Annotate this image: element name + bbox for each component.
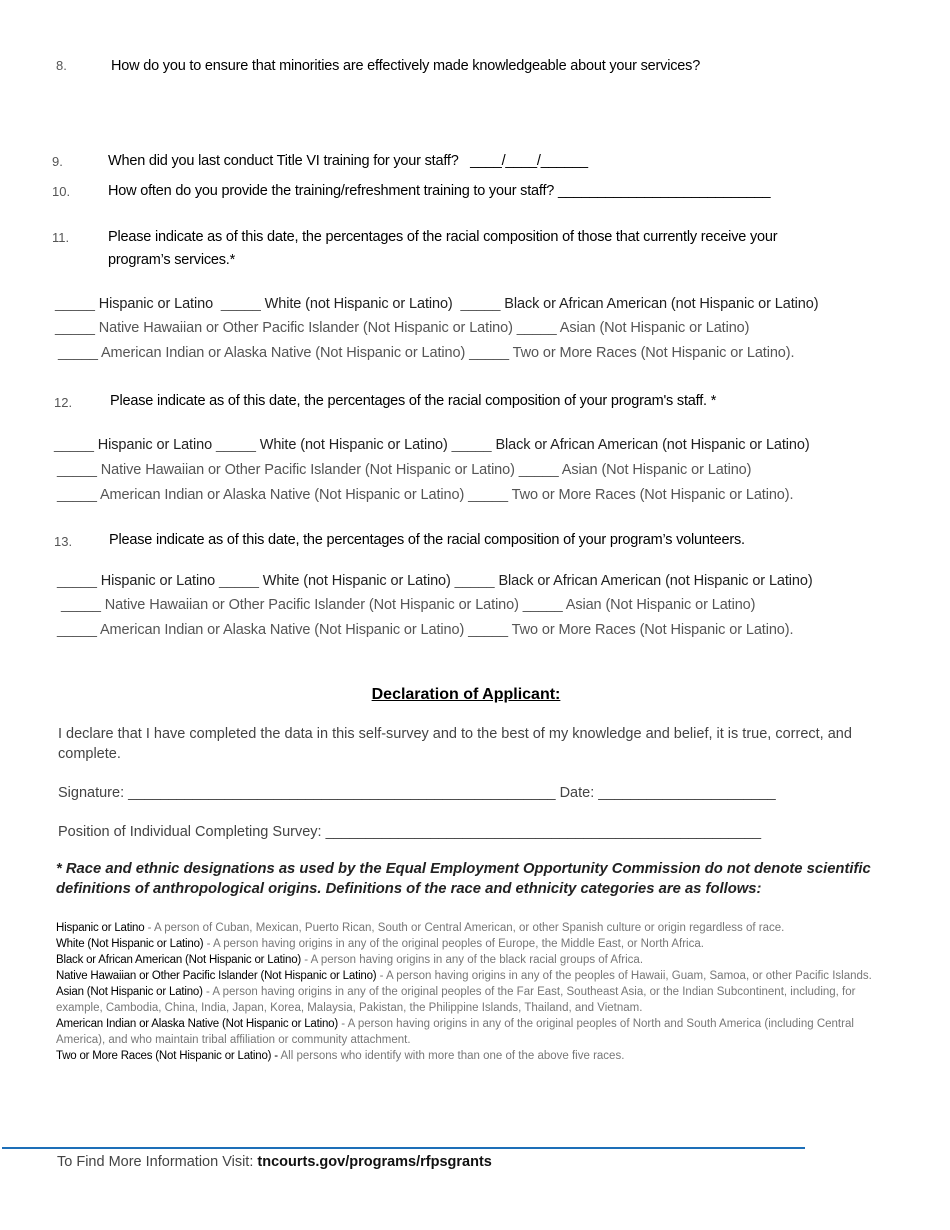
signature-label: Signature: xyxy=(58,785,125,801)
q13-text: Please indicate as of this date, the percentages of the racial composition of your program’s volunteers. xyxy=(109,532,745,548)
date-label: Date: xyxy=(559,785,595,801)
definition-hawaiian: Native Hawaiian or Other Pacific Islander (Not Hispanic or Latino) - A person having origins in any of the peoples of Hawaii, Guam, Samoa, or other Pacific Islands. xyxy=(56,970,872,982)
definition-asian: Asian (Not Hispanic or Latino) - A person having origins in any of the original peoples of the Far East, Southeast Asia, or the Indian Subcontinent, including, for example, Cambodia, China, India, Japan, Korea, Malaysia, Pakistan, the Philippine Islands, Thailand, and Vietnam. xyxy=(56,986,856,1014)
q13-indian-label: American Indian or Alaska Native (Not Hispanic or Latino) xyxy=(99,622,465,638)
q12-indian-label: American Indian or Alaska Native (Not Hispanic or Latino) xyxy=(99,487,465,503)
q11-hawaiian-blank[interactable]: _____ xyxy=(55,320,95,336)
q11-black-label: Black or African American (not Hispanic or Latino) xyxy=(504,296,819,312)
footer-label: To Find More Information Visit: xyxy=(57,1154,254,1170)
eeoc-note: * Race and ethnic designations as used by the Equal Employment Opportunity Commission do not denote scientific definitions of anthropological origins. Definitions of the race and ethnicity categories are as follows: xyxy=(56,861,871,897)
q13-black-label: Black or African American (not Hispanic or Latino) xyxy=(498,573,813,589)
q11-indian-blank[interactable]: _____ xyxy=(58,345,98,361)
q11-row3 xyxy=(58,345,794,361)
q11-asian-label: Asian (Not Hispanic or Latino) xyxy=(559,320,750,336)
position-row xyxy=(58,822,761,842)
definitions-list xyxy=(56,920,876,1064)
q12-white-blank[interactable]: _____ xyxy=(215,437,256,453)
q10-blank[interactable]: ___________________________ xyxy=(558,183,771,199)
q13-white-label: White (not Hispanic or Latino) xyxy=(262,573,451,589)
q11-hispanic-blank[interactable]: _____ xyxy=(55,296,95,312)
q13-white-blank[interactable]: _____ xyxy=(218,573,259,589)
q13-row3 xyxy=(57,622,793,638)
q11-indian-label: American Indian or Alaska Native (Not Hispanic or Latino) xyxy=(100,345,466,361)
q12-asian-label: Asian (Not Hispanic or Latino) xyxy=(561,462,752,478)
signature-field[interactable]: _____________________________________________________ xyxy=(128,785,556,801)
q13-two-more-label: Two or More Races (Not Hispanic or Latino). xyxy=(511,622,794,638)
date-field[interactable]: ______________________ xyxy=(598,785,776,801)
q11-row1 xyxy=(55,296,818,312)
q11-black-blank[interactable]: _____ xyxy=(460,296,501,312)
q11-text-line2: program’s services.* xyxy=(108,252,236,268)
q13-indian-blank[interactable]: _____ xyxy=(57,622,97,638)
q11-hawaiian-label: Native Hawaiian or Other Pacific Islander (Not Hispanic or Latino) xyxy=(98,320,513,336)
q13-two-more-blank[interactable]: _____ xyxy=(468,622,508,638)
q13-black-blank[interactable]: _____ xyxy=(454,573,495,589)
definition-hispanic: Hispanic or Latino - A person of Cuban, Mexican, Puerto Rican, South or Central American, or other Spanish culture or origin regardless of race. xyxy=(56,922,785,934)
definition-black: Black or African American (Not Hispanic or Latino) - A person having origins in any of the black racial groups of Africa. xyxy=(56,954,644,966)
q11-asian-blank[interactable]: _____ xyxy=(516,320,557,336)
q12-hispanic-blank[interactable]: _____ xyxy=(54,437,94,453)
q12-row2 xyxy=(57,462,751,478)
q9-line xyxy=(108,153,588,169)
q13-row1 xyxy=(57,573,813,589)
q11-two-more-label: Two or More Races (Not Hispanic or Latino). xyxy=(512,345,795,361)
q13-row2 xyxy=(61,597,755,613)
q13-hispanic-blank[interactable]: _____ xyxy=(57,573,97,589)
q12-white-label: White (not Hispanic or Latino) xyxy=(259,437,448,453)
definition-white: White (Not Hispanic or Latino) - A person having origins in any of the original peoples of Europe, the Middle East, or North Africa. xyxy=(56,938,704,950)
q11-text-line1: Please indicate as of this date, the percentages of the racial composition of those that currently receive your xyxy=(108,229,778,245)
q12-number: 12. xyxy=(54,395,73,410)
q13-hispanic-label: Hispanic or Latino xyxy=(100,573,216,589)
q13-number: 13. xyxy=(54,534,73,549)
q10-text: How often do you provide the training/refreshment training to your staff? xyxy=(108,183,555,199)
q12-black-label: Black or African American (not Hispanic or Latino) xyxy=(495,437,810,453)
q12-two-more-blank[interactable]: _____ xyxy=(468,487,508,503)
footer-rule xyxy=(2,1147,805,1149)
signature-row xyxy=(58,783,776,803)
footer-link[interactable]: tncourts.gov/programs/rfpsgrants xyxy=(257,1154,492,1170)
q13-hawaiian-blank[interactable]: _____ xyxy=(61,597,101,613)
q12-asian-blank[interactable]: _____ xyxy=(518,462,559,478)
position-field[interactable]: ______________________________________________________ xyxy=(325,824,762,840)
q13-asian-label: Asian (Not Hispanic or Latino) xyxy=(565,597,756,613)
q12-hawaiian-blank[interactable]: _____ xyxy=(57,462,97,478)
q12-row3 xyxy=(57,487,793,503)
definition-american-indian: American Indian or Alaska Native (Not Hispanic or Latino) - A person having origins in any of the original peoples of North and South America (including Central America), and who maintain tribal affiliation or community attachment. xyxy=(56,1018,854,1046)
q9-number: 9. xyxy=(52,154,63,169)
q11-hispanic-label: Hispanic or Latino xyxy=(98,296,214,312)
q13-asian-blank[interactable]: _____ xyxy=(522,597,563,613)
q9-date-blank[interactable]: ____/____/______ xyxy=(470,153,588,169)
q8-text: How do you to ensure that minorities are effectively made knowledgeable about your services? xyxy=(111,58,701,74)
q12-row1 xyxy=(54,437,810,453)
declaration-statement: I declare that I have completed the data in this self-survey and to the best of my knowledge and belief, it is true, correct, and complete. xyxy=(58,726,852,762)
q12-hawaiian-label: Native Hawaiian or Other Pacific Islander (Not Hispanic or Latino) xyxy=(100,462,515,478)
q10-line xyxy=(108,183,770,199)
q11-two-more-blank[interactable]: _____ xyxy=(469,345,509,361)
q12-indian-blank[interactable]: _____ xyxy=(57,487,97,503)
q10-number: 10. xyxy=(52,184,71,199)
q11-number: 11. xyxy=(52,230,70,245)
q11-white-label: White (not Hispanic or Latino) xyxy=(264,296,453,312)
q11-row2 xyxy=(55,320,749,336)
q13-hawaiian-label: Native Hawaiian or Other Pacific Islander (Not Hispanic or Latino) xyxy=(104,597,519,613)
q12-hispanic-label: Hispanic or Latino xyxy=(97,437,213,453)
q12-text: Please indicate as of this date, the percentages of the racial composition of your program's staff. * xyxy=(110,393,717,409)
q12-two-more-label: Two or More Races (Not Hispanic or Latino). xyxy=(511,487,794,503)
q12-black-blank[interactable]: _____ xyxy=(451,437,492,453)
definition-two-or-more: Two or More Races (Not Hispanic or Latino) - All persons who identify with more than one of the above five races. xyxy=(56,1050,625,1062)
q9-text: When did you last conduct Title VI training for your staff? xyxy=(108,153,459,169)
footer xyxy=(57,1154,492,1170)
q8-number: 8. xyxy=(56,58,67,73)
declaration-heading: Declaration of Applicant: xyxy=(371,686,561,703)
position-label: Position of Individual Completing Survey: xyxy=(58,824,322,840)
q11-white-blank[interactable]: _____ xyxy=(220,296,261,312)
